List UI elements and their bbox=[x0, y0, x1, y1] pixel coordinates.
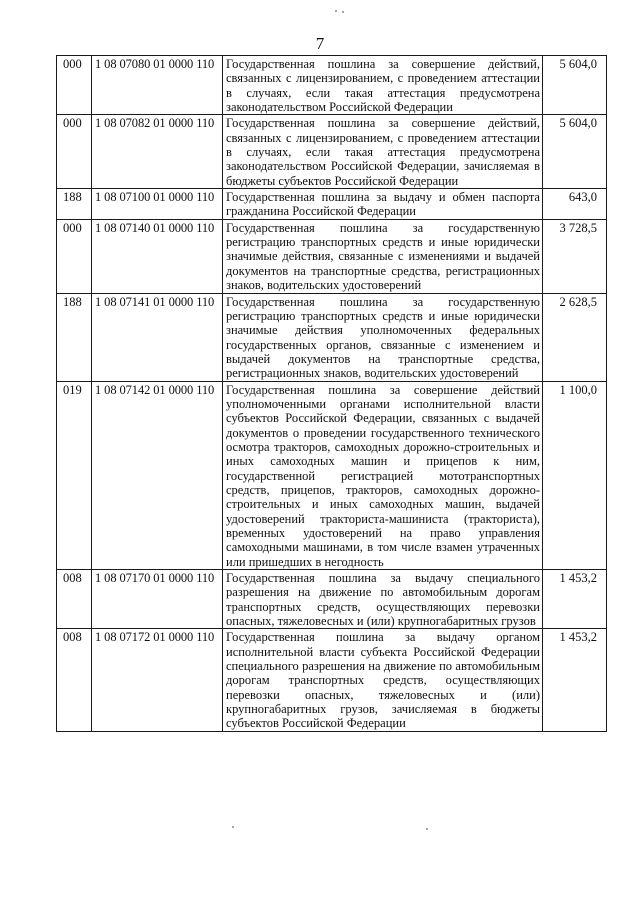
table-row bbox=[57, 570, 607, 629]
description-cell: Государственная пошлина за выдачу и обмен паспорта гражданина Российской Федерации bbox=[223, 189, 543, 220]
table-row bbox=[57, 115, 607, 189]
description-cell: Государственная пошлина за выдачу органом исполнительной власти субъекта Российской Федерации специального разрешения на движение по автомобильным дорогам транспортных средств, осуществляющих перевозки опасных, тяжеловесных и (или) крупногабаритных грузов, зачисляемая в бюджеты субъектов Российской Федерации bbox=[223, 629, 543, 731]
budget-code-cell: 1 08 07140 01 0000 110 bbox=[92, 219, 223, 293]
table-row bbox=[57, 293, 607, 381]
admin-code-cell: 188 bbox=[57, 189, 92, 220]
description-cell: Государственная пошлина за выдачу специального разрешения на движение по автомобильным дорогам транспортных средств, осуществляющих перевозки опасных, тяжеловесных и (или) крупногабаритных грузов bbox=[223, 570, 543, 629]
description-cell: Государственная пошлина за совершение действий, связанных с лицензированием, с проведением аттестации в случаях, если такая аттестация предусмотрена законодательством Российской Федерации bbox=[223, 56, 543, 115]
admin-code-cell: 008 bbox=[57, 570, 92, 629]
budget-code-cell: 1 08 07100 01 0000 110 bbox=[92, 189, 223, 220]
table-row bbox=[57, 219, 607, 293]
admin-code-cell: 000 bbox=[57, 115, 92, 189]
scan-speck bbox=[232, 826, 234, 828]
table-row bbox=[57, 381, 607, 569]
admin-code-cell: 000 bbox=[57, 56, 92, 115]
budget-revenue-table bbox=[56, 55, 607, 732]
admin-code-cell: 188 bbox=[57, 293, 92, 381]
table-row bbox=[57, 189, 607, 220]
scan-speck bbox=[342, 11, 344, 13]
amount-cell: 3 728,5 bbox=[543, 219, 607, 293]
amount-cell: 643,0 bbox=[543, 189, 607, 220]
budget-code-cell: 1 08 07170 01 0000 110 bbox=[92, 570, 223, 629]
amount-cell: 5 604,0 bbox=[543, 115, 607, 189]
description-cell: Государственная пошлина за совершение действий уполномоченными органами исполнительной власти субъектов Российской Федерации, связанных с выдачей документов о проведении государственного технического осмотра тракторов, самоходных дорожно-строительных и иных самоходных машин и прицепов к ним, государственной регистрацией мототранспортных средств, прицепов, тракторов, самоходных дорожно-строительных и иных самоходных машин, выдачей удостоверений тракториста-машиниста (тракториста), временных удостоверений на право управления самоходными машинами, в том числе взамен утраченных или пришедших в негодность bbox=[223, 381, 543, 569]
budget-code-cell: 1 08 07142 01 0000 110 bbox=[92, 381, 223, 569]
scan-speck bbox=[335, 10, 337, 12]
amount-cell: 1 453,2 bbox=[543, 629, 607, 731]
budget-code-cell: 1 08 07082 01 0000 110 bbox=[92, 115, 223, 189]
budget-code-cell: 1 08 07080 01 0000 110 bbox=[92, 56, 223, 115]
admin-code-cell: 008 bbox=[57, 629, 92, 731]
description-cell: Государственная пошлина за государственную регистрацию транспортных средств и иные юридически значимые действия уполномоченных федеральных государственных органов, связанные с изменением и выдачей документов на транспортные средства, регистрационных знаков, водительских удостоверений bbox=[223, 293, 543, 381]
amount-cell: 2 628,5 bbox=[543, 293, 607, 381]
scan-speck bbox=[426, 828, 428, 830]
page-number: 7 bbox=[315, 34, 325, 53]
description-cell: Государственная пошлина за государственную регистрацию транспортных средств и иные юридически значимые действия, связанные с изменениями и выдачей документов на транспортные средства, регистрационных знаков, водительских удостоверений bbox=[223, 219, 543, 293]
amount-cell: 1 100,0 bbox=[543, 381, 607, 569]
description-cell: Государственная пошлина за совершение действий, связанных с лицензированием, с проведением аттестации в случаях, если такая аттестация предусмотрена законодательством Российской Федерации, зачисляемая в бюджеты субъектов Российской Федерации bbox=[223, 115, 543, 189]
admin-code-cell: 000 bbox=[57, 219, 92, 293]
budget-code-cell: 1 08 07141 01 0000 110 bbox=[92, 293, 223, 381]
amount-cell: 1 453,2 bbox=[543, 570, 607, 629]
budget-code-cell: 1 08 07172 01 0000 110 bbox=[92, 629, 223, 731]
admin-code-cell: 019 bbox=[57, 381, 92, 569]
amount-cell: 5 604,0 bbox=[543, 56, 607, 115]
table-row bbox=[57, 56, 607, 115]
table-row bbox=[57, 629, 607, 731]
